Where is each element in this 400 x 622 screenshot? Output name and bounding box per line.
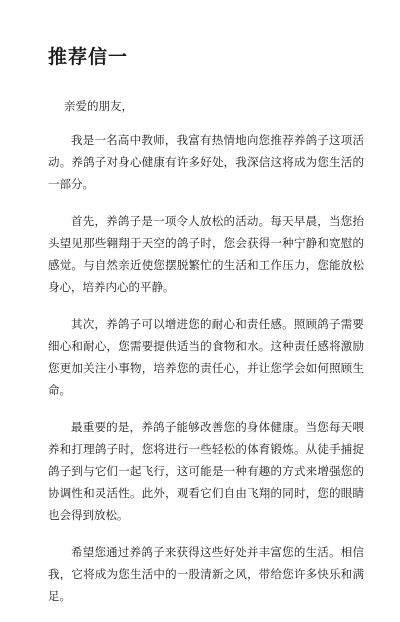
paragraph-relaxation: 首先，养鸽子是一项令人放松的活动。每天早晨，当您抬头望见那些翱翔于天空的鸽子时，您会获得一种宁静和宽慰的感觉。与自然亲近使您摆脱繁忙的生活和工作压力，您能放松身心，培养内心的平静。 <box>48 214 364 294</box>
paragraph-intro: 我是一名高中教师，我富有热情地向您推荐养鸽子这项活动。养鸽子对身心健康有许多好处，我深信这将成为您生活的一部分。 <box>48 133 364 191</box>
paragraph-closing: 希望您通过养鸽子来获得这些好处并丰富您的生活。相信我，它将成为您生活中的一股清新之风，带给您许多快乐和满足。 <box>48 545 364 603</box>
document-title: 推荐信一 <box>48 46 129 68</box>
paragraph-health: 最重要的是，养鸽子能够改善您的身体健康。当您每天喂养和打理鸽子时，您将进行一些轻松的体育锻炼。从徒手捕捉鸽子到与它们一起飞行，这可能是一种有趣的方式来增强您的协调性和灵活性。此外，观看它们自由飞翔的同时，您的眼睛也会得到放松。 <box>48 420 364 522</box>
paragraph-responsibility: 其次，养鸽子可以增进您的耐心和责任感。照顾鸽子需要细心和耐心，您需要提供适当的食物和水。这种责任感将激励您更加关注小事物，培养您的责任心，并让您学会如何照顾生命。 <box>48 317 364 397</box>
document-body <box>48 96 364 622</box>
salutation: 亲爱的朋友， <box>64 99 133 113</box>
